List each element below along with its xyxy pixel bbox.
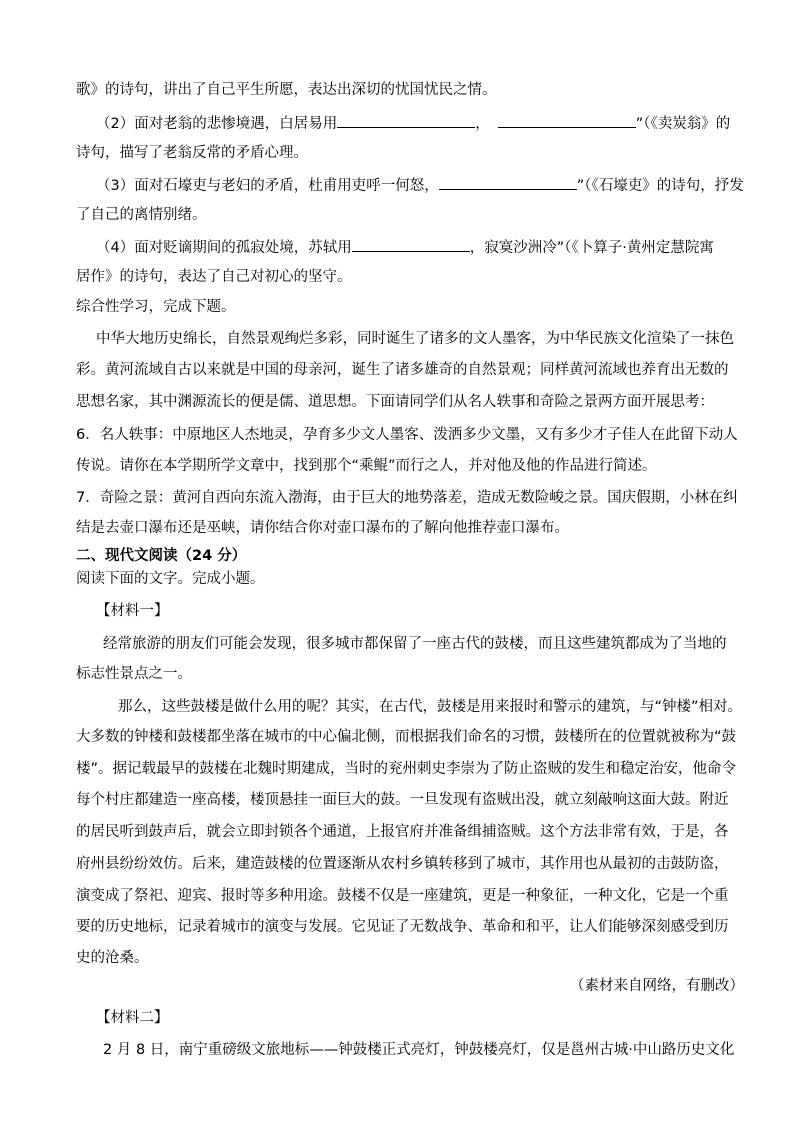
section-2-instructions: 阅读下面的文字。完成小题。: [76, 571, 265, 587]
section-2-title: 二、现代文阅读（24 分）: [76, 548, 247, 564]
material-1-label: 【材料一】: [96, 603, 169, 619]
question-7-line2: 结是去壶口瀑布还是巫峡，请你结合你对壶口瀑布的了解向他推荐壶口瀑布。: [76, 520, 569, 536]
question-6-line2: 传说。请你在本学期所学文章中，找到那个“乘鲲”而行之人，并对他及他的作品进行简述。: [76, 458, 657, 474]
material-2-p1-line1: 2 月 8 日，南宁重磅级文旅地标——钟鼓楼正式亮灯，钟鼓楼亮灯，仅是邕州古城·中山路历史文化: [103, 1042, 735, 1058]
question-6-line1: 6．名人轶事：中原地区人杰地灵，孕育多少文人墨客、泼洒多少文墨，又有多少才子佳人在此留下动人: [76, 427, 738, 443]
question-2-suffix: ”（《卖炭翁》的: [635, 116, 731, 132]
intro-line-3: 思想名家，其中渊源流长的便是儒、道思想。下面请同学们从名人轶事和奇险之景两方面开展思考：: [76, 394, 714, 410]
question-4-line2: 居作》的诗句，表达了自己对初心的坚守。: [76, 269, 352, 285]
question-7-line1: 7．奇险之景：黄河自西向东流入渤海，由于巨大的地势落差，造成无数险峻之景。国庆假期，小林在纠: [76, 490, 738, 506]
material-2-label: 【材料二】: [96, 1010, 169, 1026]
intro-line-1: 中华大地历史绵长，自然景观绚烂多彩，同时诞生了诸多的文人墨客，为中华民族文化渲染了一抹色: [96, 331, 734, 347]
material-1-p1-line2: 标志性景点之一。: [76, 666, 192, 682]
material-1-p2-line4: 每个村庄都建造一座高楼，楼顶悬挂一面巨大的鼓。一旦发现有盗贼出没，就立刻敲响这面大鼓。附近: [76, 792, 729, 808]
q1-tail-line: 歌》的诗句，讲出了自己平生所愿，表达出深切的忧国忧民之情。: [76, 82, 497, 98]
question-2-prefix: （2）面对老翁的悲惨境遇，白居易用: [96, 116, 338, 132]
material-1-p1-line1: 经常旅游的朋友们可能会发现，很多城市都保留了一座古代的鼓楼，而且这些建筑都成为了当地的: [103, 636, 727, 652]
material-1-p2-line5: 的居民听到鼓声后，就会立即封锁各个通道，上报官府并准备缉捕盗贼。这个方法非常有效，于是，各: [76, 824, 729, 840]
material-1-p2-line3: 楼”。据记载最早的鼓楼在北魏时期建成，当时的兖州刺史李崇为了防止盗贼的发生和稳定治安，他命令: [76, 761, 737, 777]
answer-blank-q2b[interactable]: [498, 113, 636, 128]
material-1-p2-line8: 要的历史地标，记录着城市的演变与发展。它见证了无数战争、革命和和平，让人们能够深刻感受到历: [76, 919, 729, 935]
answer-blank-q2a[interactable]: [337, 113, 475, 128]
material-1-p2-line7: 演变成了祭祀、迎宾、报时等多种用途。鼓楼不仅是一座建筑，更是一种象征，一种文化，它是一个重: [76, 888, 729, 904]
integrated-learning-title: 综合性学习，完成下题。: [76, 299, 236, 315]
question-4-line1: [96, 237, 714, 258]
question-4-suffix: ，寂寞沙洲冷”（《卜算子·黄州定慧院寓: [469, 240, 714, 256]
question-3-line1: [96, 175, 744, 196]
intro-line-2: 彩。黄河流域自古以来就是中国的母亲河，诞生了诸多雄奇的自然景观；同样黄河流域也养育出无数的: [76, 362, 729, 378]
material-1-p2-line9: 史的沧桑。: [76, 950, 149, 966]
question-4-prefix: （4）面对贬谪期间的孤寂处境，苏轼用: [96, 240, 352, 256]
question-2-line2: 诗句，描写了老翁反常的矛盾心理。: [76, 145, 308, 161]
material-1-p2-line1: 那么，这些鼓楼是做什么用的呢？其实，在古代，鼓楼是用来报时和警示的建筑，与“钟楼”相对。: [118, 699, 743, 715]
question-3-line2: 了自己的离情别绪。: [76, 207, 207, 223]
material-1-p2-line6: 府州县纷纷效仿。后来，建造鼓楼的位置逐渐从农村乡镇转移到了城市，其作用也从最初的击鼓防盗，: [76, 856, 729, 872]
material-1-source: （素材来自网络，有删改）: [570, 978, 744, 994]
answer-blank-q4[interactable]: [352, 237, 470, 252]
answer-blank-q3[interactable]: [439, 175, 577, 190]
question-2-mid: ，: [475, 116, 490, 132]
question-2-line1: [96, 113, 730, 134]
question-3-prefix: （3）面对石壕吏与老妇的矛盾，杜甫用吏呼一何怒，: [96, 178, 439, 194]
material-1-p2-line2: 大多数的钟楼和鼓楼都坐落在城市的中心偏北侧，而根据我们命名的习惯，鼓楼所在的位置就被称为“鼓: [76, 729, 737, 745]
question-3-suffix: ”（《石壕吏》的诗句，抒发: [576, 178, 744, 194]
